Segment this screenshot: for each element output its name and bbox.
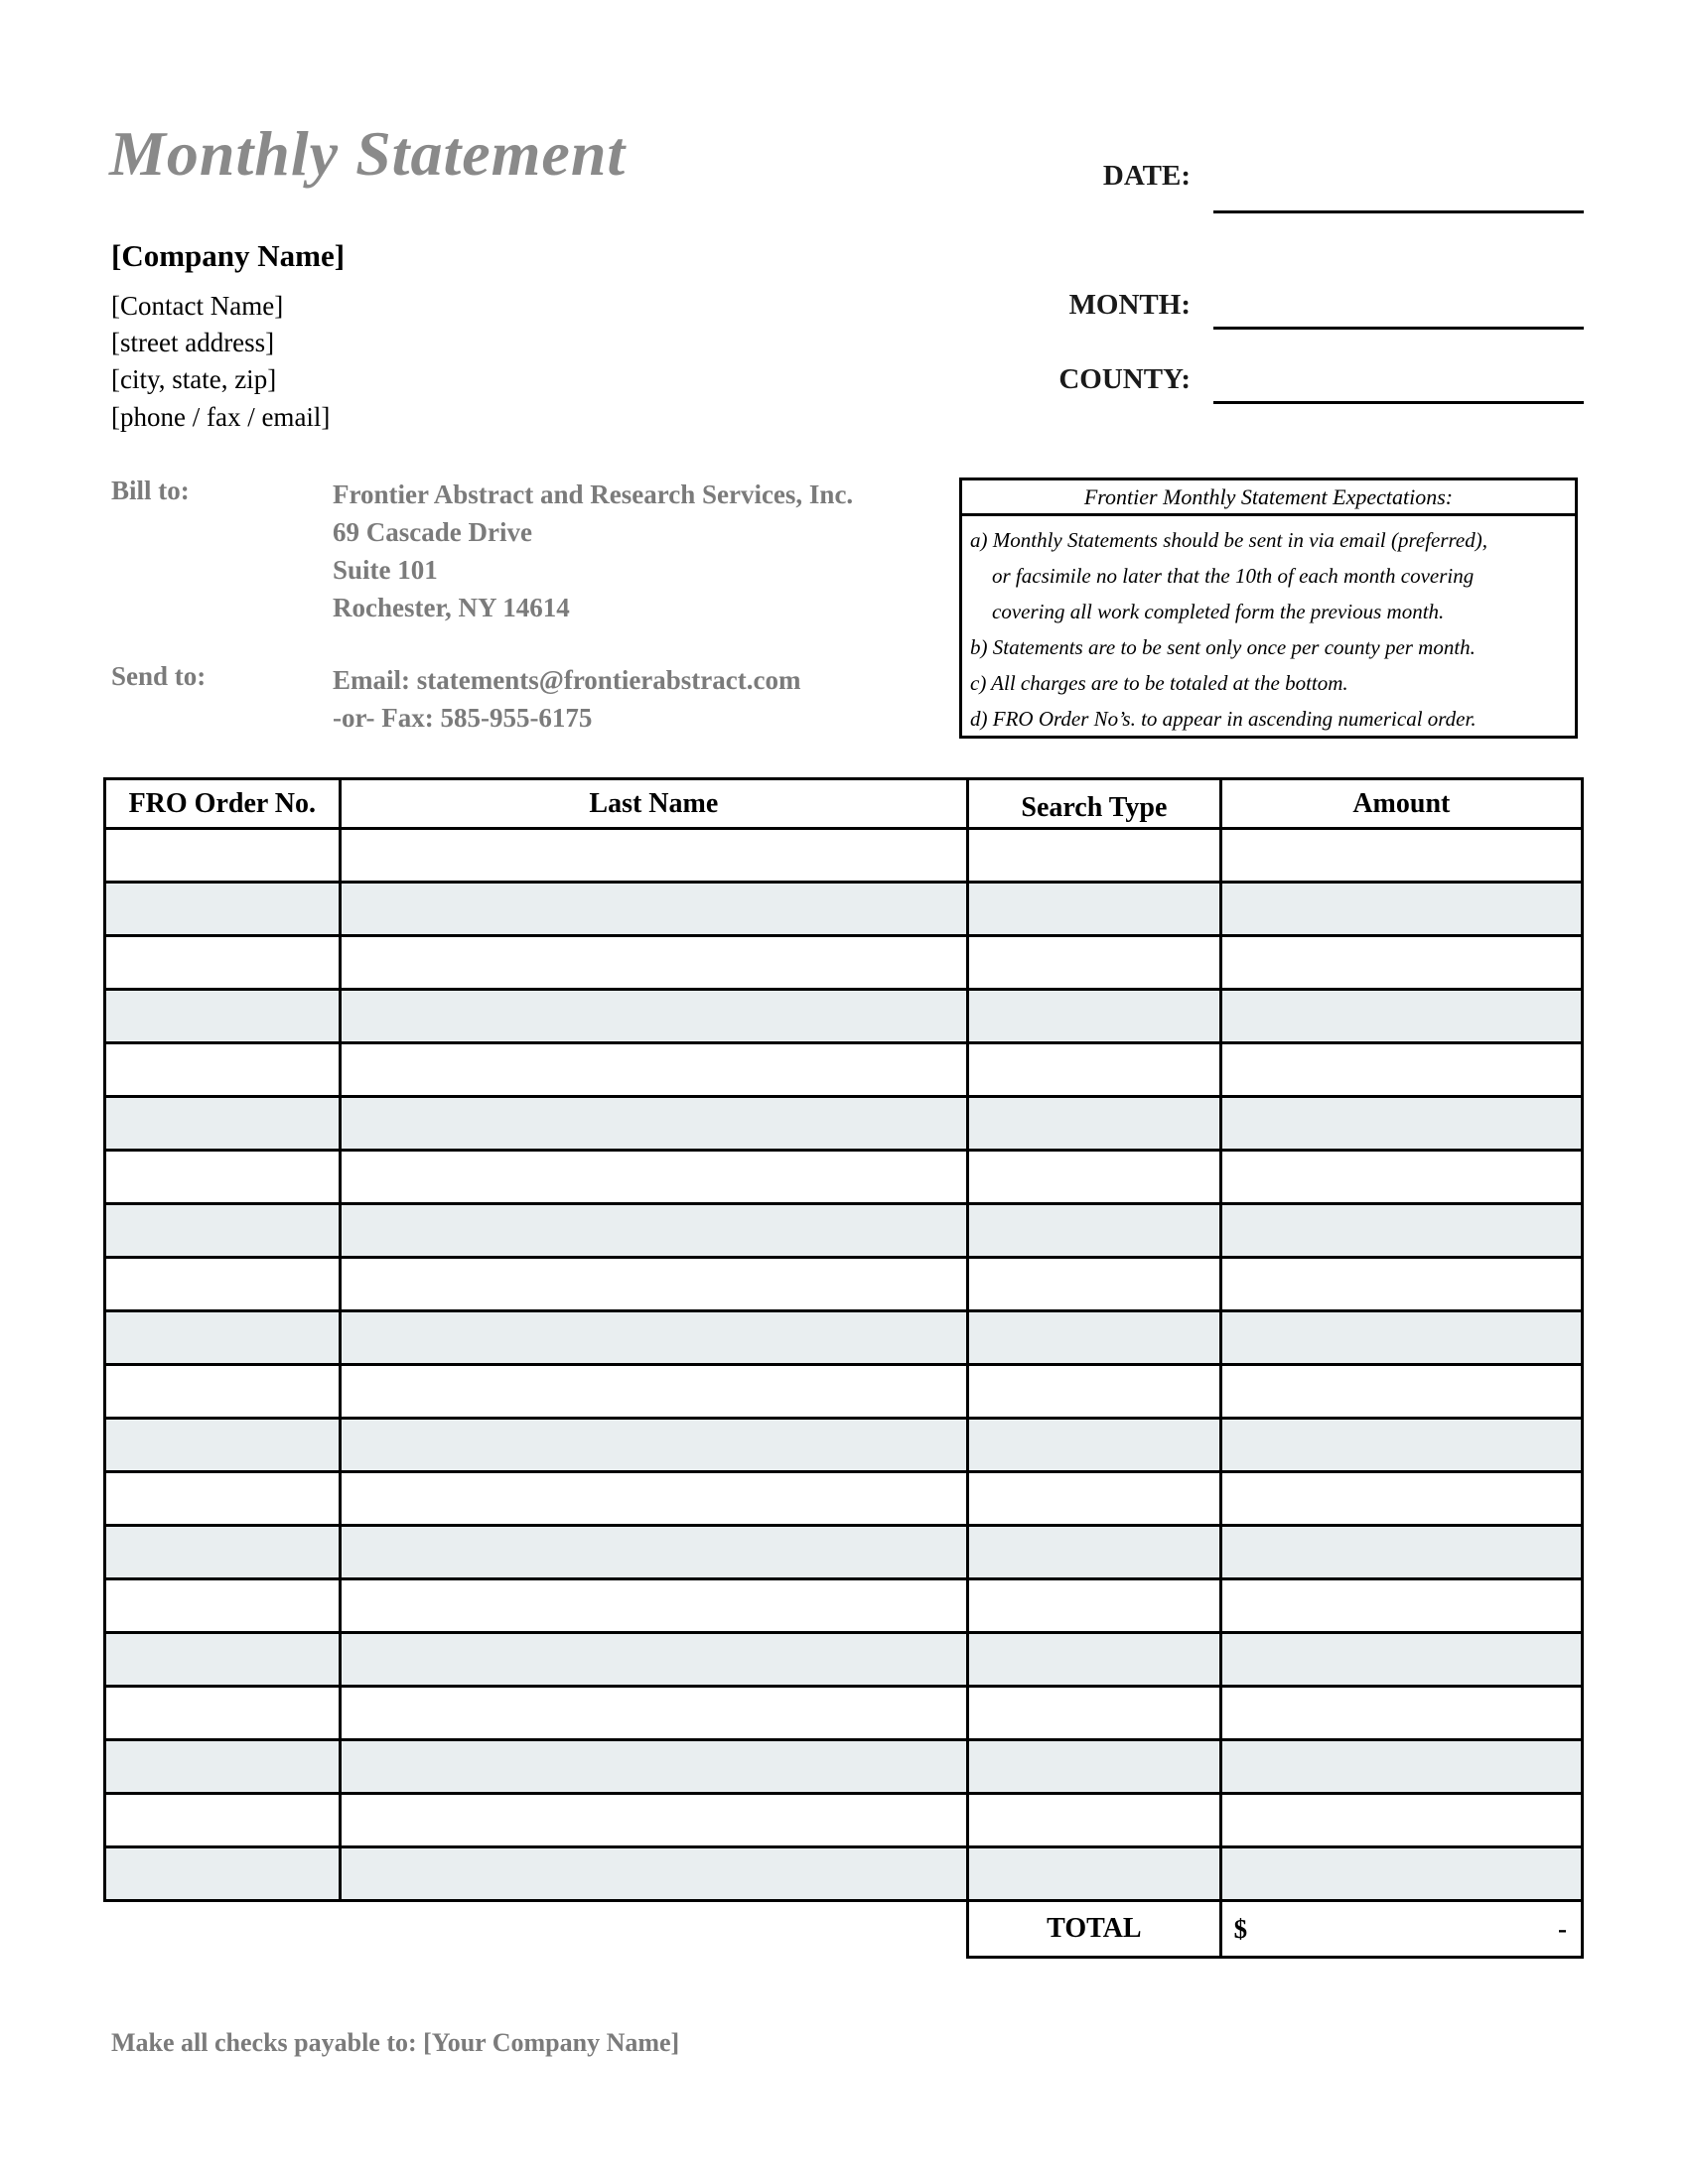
expectation-item-d: d) FRO Order No’s. to appear in ascending numerical order.: [970, 707, 1477, 731]
table-cell[interactable]: [1220, 936, 1582, 990]
table-cell[interactable]: [340, 1633, 968, 1687]
table-cell[interactable]: [1220, 1419, 1582, 1472]
table-cell[interactable]: [1220, 1526, 1582, 1579]
table-cell[interactable]: [968, 1687, 1221, 1740]
table-cell[interactable]: [105, 1151, 341, 1204]
table-row: [105, 1311, 1583, 1365]
table-cell[interactable]: [968, 1204, 1221, 1258]
column-header-search-type: Search Type: [968, 779, 1221, 829]
table-cell[interactable]: [968, 990, 1221, 1043]
table-cell[interactable]: [968, 936, 1221, 990]
send-to-line: -or- Fax: 585-955-6175: [333, 703, 593, 733]
company-name-placeholder: [Company Name]: [111, 238, 346, 273]
table-cell[interactable]: [968, 1526, 1221, 1579]
table-cell[interactable]: [340, 829, 968, 883]
table-cell[interactable]: [1220, 829, 1582, 883]
total-row: [105, 1901, 1583, 1958]
table-cell[interactable]: [105, 829, 341, 883]
month-label: MONTH:: [1068, 289, 1191, 321]
table-row: [105, 1204, 1583, 1258]
phone-fax-email-placeholder: [phone / fax / email]: [111, 402, 331, 432]
table-cell[interactable]: [105, 1687, 341, 1740]
checks-payable-note: Make all checks payable to: [Your Company Name]: [111, 2028, 680, 2057]
table-row: [105, 1687, 1583, 1740]
table-cell[interactable]: [105, 1472, 341, 1526]
table-cell[interactable]: [340, 1419, 968, 1472]
table-cell[interactable]: [1220, 1151, 1582, 1204]
county-input-line[interactable]: [1213, 401, 1584, 404]
county-label: COUNTY:: [1058, 363, 1191, 395]
table-cell[interactable]: [968, 1633, 1221, 1687]
table-row: [105, 990, 1583, 1043]
send-to-line: Email: statements@frontierabstract.com: [333, 665, 801, 695]
table-cell[interactable]: [340, 1847, 968, 1901]
expectation-item-a: a) Monthly Statements should be sent in via email (preferred),: [970, 528, 1488, 552]
table-cell[interactable]: [1220, 1043, 1582, 1097]
bill-to-label: Bill to:: [111, 476, 190, 505]
table-cell[interactable]: [968, 829, 1221, 883]
column-header-last-name: Last Name: [340, 779, 968, 829]
table-cell[interactable]: [105, 1204, 341, 1258]
table-row: [105, 829, 1583, 883]
table-header-row: [105, 779, 1583, 829]
table-cell[interactable]: [1220, 990, 1582, 1043]
table-cell[interactable]: [1220, 1365, 1582, 1419]
table-cell[interactable]: [340, 1043, 968, 1097]
table-cell[interactable]: [1220, 1258, 1582, 1311]
table-cell[interactable]: [968, 1311, 1221, 1365]
table-cell[interactable]: [105, 1526, 341, 1579]
table-row: [105, 1419, 1583, 1472]
column-header-fro-order-no: FRO Order No.: [105, 779, 341, 829]
table-row: [105, 1526, 1583, 1579]
table-cell[interactable]: [340, 1794, 968, 1847]
page-title: Monthly Statement: [109, 118, 627, 189]
table-cell[interactable]: [105, 1311, 341, 1365]
month-input-line[interactable]: [1213, 327, 1584, 330]
table-cell[interactable]: [968, 1472, 1221, 1526]
bill-to-line: Frontier Abstract and Research Services, Inc.: [333, 479, 854, 509]
table-cell[interactable]: [1220, 883, 1582, 936]
column-header-amount: Amount: [1220, 779, 1582, 829]
contact-name-placeholder: [Contact Name]: [111, 291, 284, 321]
table-cell[interactable]: [340, 1204, 968, 1258]
total-amount-cell[interactable]: [1220, 1901, 1582, 1958]
table-cell[interactable]: [968, 1365, 1221, 1419]
table-cell[interactable]: [968, 1258, 1221, 1311]
table-row: [105, 883, 1583, 936]
table-cell[interactable]: [340, 1151, 968, 1204]
table-cell[interactable]: [105, 936, 341, 990]
table-cell[interactable]: [340, 1579, 968, 1633]
table-row: [105, 1633, 1583, 1687]
table-cell[interactable]: [1220, 1204, 1582, 1258]
table-body: [105, 829, 1583, 1901]
table-cell[interactable]: [105, 1365, 341, 1419]
table-cell[interactable]: [340, 1740, 968, 1794]
total-value: -: [1558, 1913, 1567, 1944]
table-cell[interactable]: [968, 883, 1221, 936]
expectation-item-c: c) All charges are to be totaled at the bottom.: [970, 671, 1348, 695]
table-cell[interactable]: [1220, 1633, 1582, 1687]
table-row: [105, 1258, 1583, 1311]
send-to-label: Send to:: [111, 661, 207, 691]
table-row: [105, 1794, 1583, 1847]
table-cell[interactable]: [340, 990, 968, 1043]
bill-to-line: Rochester, NY 14614: [333, 593, 570, 622]
table-cell[interactable]: [1220, 1472, 1582, 1526]
table-cell[interactable]: [105, 1579, 341, 1633]
table-cell[interactable]: [1220, 1847, 1582, 1901]
table-cell[interactable]: [968, 1740, 1221, 1794]
table-cell[interactable]: [105, 1419, 341, 1472]
city-state-zip-placeholder: [city, state, zip]: [111, 364, 277, 394]
table-cell[interactable]: [105, 990, 341, 1043]
table-cell[interactable]: [1220, 1794, 1582, 1847]
table-cell[interactable]: [1220, 1579, 1582, 1633]
table-cell[interactable]: [340, 1365, 968, 1419]
street-address-placeholder: [street address]: [111, 328, 275, 357]
expectation-item-a-cont: or facsimile no later that the 10th of each month covering: [992, 564, 1475, 588]
table-cell[interactable]: [340, 1472, 968, 1526]
table-cell[interactable]: [105, 1740, 341, 1794]
table-row: [105, 1579, 1583, 1633]
table-cell[interactable]: [340, 1258, 968, 1311]
table-row: [105, 1365, 1583, 1419]
table-cell[interactable]: [1220, 1097, 1582, 1151]
table-cell[interactable]: [968, 1794, 1221, 1847]
expectations-title: Frontier Monthly Statement Expectations:: [962, 480, 1575, 516]
currency-symbol: $: [1233, 1913, 1248, 1944]
expectation-item-b: b) Statements are to be sent only once per county per month.: [970, 635, 1476, 659]
table-cell[interactable]: [105, 1043, 341, 1097]
expectations-box: [959, 478, 1578, 739]
table-cell[interactable]: [1220, 1311, 1582, 1365]
table-cell[interactable]: [105, 1633, 341, 1687]
expectations-list: [962, 516, 1575, 737]
total-row-spacer: [105, 1901, 968, 1958]
table-cell[interactable]: [105, 1847, 341, 1901]
table-cell[interactable]: [105, 883, 341, 936]
table-cell[interactable]: [1220, 1740, 1582, 1794]
table-cell[interactable]: [105, 1097, 341, 1151]
date-input-line[interactable]: [1213, 210, 1584, 213]
table-cell[interactable]: [340, 936, 968, 990]
table-row: [105, 936, 1583, 990]
table-cell[interactable]: [968, 1847, 1221, 1901]
table-cell[interactable]: [105, 1258, 341, 1311]
table-row: [105, 1847, 1583, 1901]
table-cell[interactable]: [968, 1151, 1221, 1204]
bill-to-line: 69 Cascade Drive: [333, 517, 532, 547]
send-to-details: [333, 661, 801, 737]
table-cell[interactable]: [340, 1097, 968, 1151]
table-row: [105, 1097, 1583, 1151]
expectation-item-a-cont: covering all work completed form the previous month.: [992, 600, 1445, 623]
table-row: [105, 1472, 1583, 1526]
table-cell[interactable]: [340, 1687, 968, 1740]
table-cell[interactable]: [340, 883, 968, 936]
table-cell[interactable]: [340, 1526, 968, 1579]
table-cell[interactable]: [968, 1097, 1221, 1151]
table-row: [105, 1740, 1583, 1794]
table-row: [105, 1151, 1583, 1204]
table-cell[interactable]: [340, 1311, 968, 1365]
table-row: [105, 1043, 1583, 1097]
table-cell[interactable]: [105, 1794, 341, 1847]
table-cell[interactable]: [968, 1579, 1221, 1633]
total-label: TOTAL: [968, 1901, 1221, 1958]
date-label: DATE:: [1102, 160, 1191, 192]
table-cell[interactable]: [1220, 1687, 1582, 1740]
table-cell[interactable]: [968, 1419, 1221, 1472]
table-cell[interactable]: [968, 1043, 1221, 1097]
bill-to-line: Suite 101: [333, 555, 438, 585]
bill-to-address: [333, 476, 853, 626]
order-table: [103, 777, 1584, 1959]
